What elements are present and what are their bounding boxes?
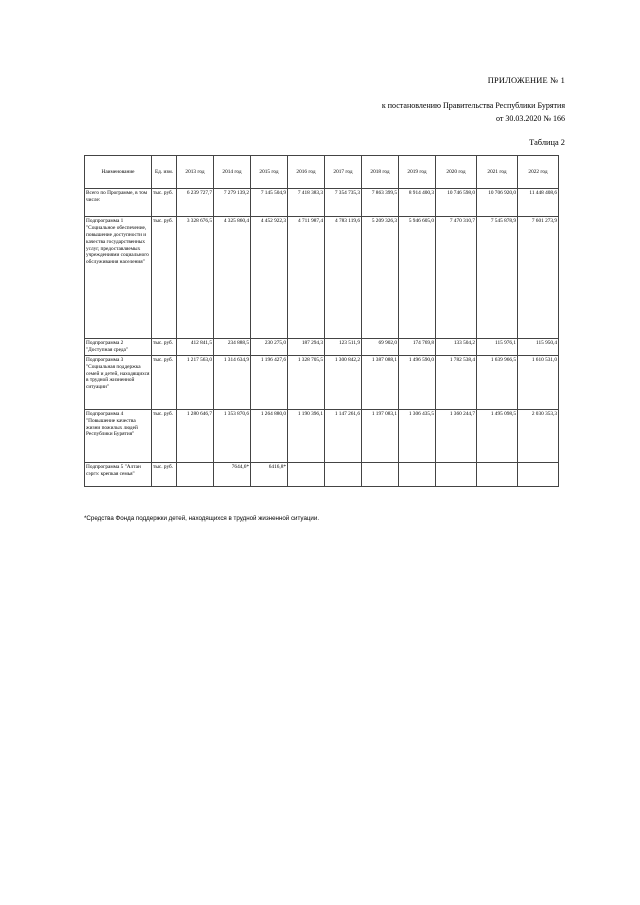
cell-value — [177, 462, 214, 486]
col-header-year: 2017 год — [325, 156, 362, 189]
cell-value: 115 950,4 — [518, 339, 559, 356]
cell-value: 6 239 727,7 — [177, 189, 214, 217]
row-name: Всего по Программе, в том числе: — [85, 189, 152, 217]
col-header-year: 2018 год — [362, 156, 399, 189]
row-name: Подпрограмма 1 "Социальное обеспечение, повышение доступности и качества государственных услуг, предоставляемых учреждениями социального обслуживания населения" — [85, 217, 152, 339]
cell-value: 1 610 531,0 — [518, 355, 559, 409]
appendix-title: ПРИЛОЖЕНИЕ № 1 — [487, 76, 565, 85]
col-header-year: 2022 год — [518, 156, 559, 189]
cell-value: 7644,6* — [214, 462, 251, 486]
table-row-subprogram-3 — [85, 355, 559, 409]
decree-reference: к постановлению Правительства Республики Бурятия — [381, 101, 565, 110]
cell-value: 7 354 735,3 — [325, 189, 362, 217]
table-row-subprogram-4 — [85, 409, 559, 462]
cell-value: 3 328 676,5 — [177, 217, 214, 339]
row-unit: тыс. руб. — [152, 409, 177, 462]
cell-value: 7 145 504,9 — [251, 189, 288, 217]
cell-value: 5 946 605,0 — [399, 217, 436, 339]
cell-value: 1 387 088,1 — [362, 355, 399, 409]
cell-value — [288, 462, 325, 486]
table-row-subprogram-1 — [85, 217, 559, 339]
col-header-name: Наименование — [85, 156, 152, 189]
cell-value: 1 190 396,1 — [288, 409, 325, 462]
col-header-unit: Ед. изм. — [152, 156, 177, 189]
table-row-subprogram-2 — [85, 339, 559, 356]
cell-value: 1 306 435,5 — [399, 409, 436, 462]
col-header-year: 2014 год — [214, 156, 251, 189]
cell-value: 133 504,2 — [436, 339, 477, 356]
decree-date-number: от 30.03.2020 № 166 — [495, 114, 565, 123]
cell-value — [518, 462, 559, 486]
cell-value: 69 902,0 — [362, 339, 399, 356]
row-name: Подпрограмма 4 "Повышение качества жизни пожилых людей Республики Бурятия" — [85, 409, 152, 462]
table-row-subprogram-5 — [85, 462, 559, 486]
cell-value: 4 711 987,4 — [288, 217, 325, 339]
col-header-year: 2020 год — [436, 156, 477, 189]
row-name: Подпрограмма 5 "Алтан сэргэ: крепкая семья" — [85, 462, 152, 486]
cell-value: 6416,8* — [251, 462, 288, 486]
cell-value: 187 294,3 — [288, 339, 325, 356]
cell-value — [399, 462, 436, 486]
footnote: *Средства Фонда поддержки детей, находящихся в трудной жизненной ситуации. — [84, 515, 320, 522]
cell-value: 4 452 922,3 — [251, 217, 288, 339]
cell-value: 1 782 538,4 — [436, 355, 477, 409]
cell-value: 8 914 400,3 — [399, 189, 436, 217]
cell-value: 1 360 244,7 — [436, 409, 477, 462]
cell-value: 1 217 563,0 — [177, 355, 214, 409]
cell-value: 234 888,5 — [214, 339, 251, 356]
cell-value: 1 197 083,1 — [362, 409, 399, 462]
cell-value: 1 300 842,2 — [325, 355, 362, 409]
cell-value: 10 746 598,0 — [436, 189, 477, 217]
row-name: Подпрограмма 3 "Социальная поддержка семей и детей, находящихся в трудной жизненной ситуации" — [85, 355, 152, 409]
row-unit: тыс. руб. — [152, 355, 177, 409]
col-header-year: 2015 год — [251, 156, 288, 189]
cell-value: 123 511,9 — [325, 339, 362, 356]
cell-value: 174 769,8 — [399, 339, 436, 356]
cell-value: 1 264 880,0 — [251, 409, 288, 462]
row-unit: тыс. руб. — [152, 189, 177, 217]
cell-value: 1 496 590,0 — [399, 355, 436, 409]
table-row-total — [85, 189, 559, 217]
cell-value: 1 280 646,7 — [177, 409, 214, 462]
cell-value: 7 545 878,9 — [477, 217, 518, 339]
col-header-year: 2019 год — [399, 156, 436, 189]
table-label: Таблица 2 — [529, 138, 565, 147]
cell-value: 7 418 383,3 — [288, 189, 325, 217]
cell-value: 1 314 634,9 — [214, 355, 251, 409]
cell-value: 10 706 920,0 — [477, 189, 518, 217]
cell-value: 7 470 310,7 — [436, 217, 477, 339]
cell-value: 1 353 870,6 — [214, 409, 251, 462]
cell-value — [362, 462, 399, 486]
cell-value: 7 601 273,9 — [518, 217, 559, 339]
table-header-row — [85, 156, 559, 189]
cell-value: 7 279 139,2 — [214, 189, 251, 217]
row-unit: тыс. руб. — [152, 217, 177, 339]
cell-value — [325, 462, 362, 486]
cell-value: 7 863 399,5 — [362, 189, 399, 217]
cell-value: 4 325 860,4 — [214, 217, 251, 339]
cell-value: 1 495 098,5 — [477, 409, 518, 462]
cell-value: 1 147 261,6 — [325, 409, 362, 462]
cell-value: 1 328 705,5 — [288, 355, 325, 409]
program-funding-table — [84, 155, 559, 487]
cell-value: 11 448 408,6 — [518, 189, 559, 217]
row-name: Подпрограмма 2 "Доступная среда" — [85, 339, 152, 356]
row-unit: тыс. руб. — [152, 462, 177, 486]
col-header-year: 2021 год — [477, 156, 518, 189]
cell-value: 230 275,0 — [251, 339, 288, 356]
cell-value: 1 639 966,5 — [477, 355, 518, 409]
cell-value — [477, 462, 518, 486]
cell-value: 412 841,5 — [177, 339, 214, 356]
cell-value: 4 783 119,6 — [325, 217, 362, 339]
cell-value: 5 209 326,3 — [362, 217, 399, 339]
cell-value — [436, 462, 477, 486]
cell-value: 1 196 427,6 — [251, 355, 288, 409]
row-unit: тыс. руб. — [152, 339, 177, 356]
cell-value: 115 976,1 — [477, 339, 518, 356]
cell-value: 2 030 353,3 — [518, 409, 559, 462]
col-header-year: 2013 год — [177, 156, 214, 189]
col-header-year: 2016 год — [288, 156, 325, 189]
